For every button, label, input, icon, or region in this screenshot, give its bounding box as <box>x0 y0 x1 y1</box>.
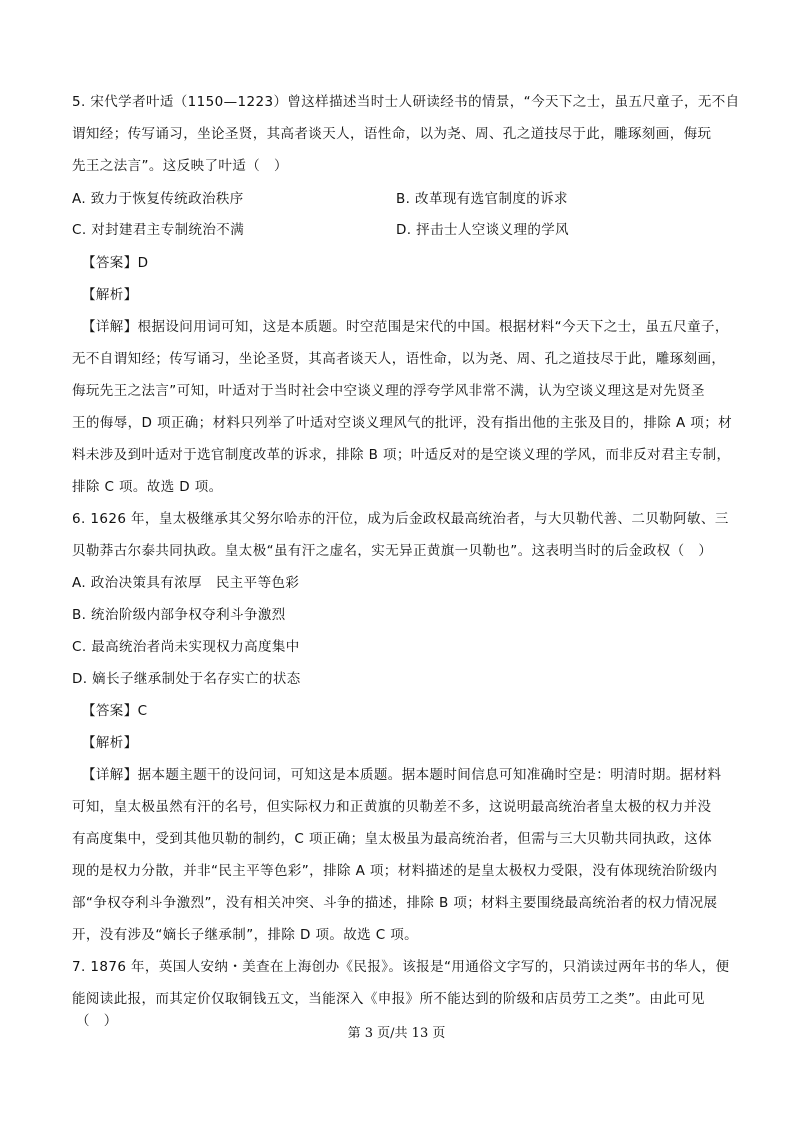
q5-stem-line: 谓知经；传写诵习，坐论圣贤，其高者谈天人，语性命，以为尧、周、孔之道技尽于此，雕琢刻画，侮玩 <box>72 126 712 142</box>
q6-option-c: C. 最高统治者尚未实现权力高度集中 <box>72 639 300 655</box>
q5-stem-line: 先王之法言”。这反映了叶适（ ） <box>72 158 288 174</box>
q6-detail-line: 有高度集中，受到其他贝勒的制约，C 项正确；皇太极虽为最高统治者，但需与三大贝勒共同执政，这体 <box>72 831 713 847</box>
q6-analysis-heading: 【解析】 <box>82 735 138 751</box>
q5-detail-line: 料未涉及到叶适对于选官制度改革的诉求，排除 B 项；叶适反对的是空谈义理的学风，而非反对君主专制， <box>72 447 731 463</box>
q6-stem-line: 6. 1626 年，皇太极继承其父努尔哈赤的汗位，成为后金政权最高统治者，与大贝勒代善、二贝勒阿敏、三 <box>72 511 729 527</box>
q5-answer: 【答案】D <box>82 255 149 271</box>
q5-detail-line: 无不自谓知经；传写诵习，坐论圣贤，其高者谈天人，语性命，以为尧、周、孔之道技尽于此，雕琢刻画， <box>72 351 726 367</box>
q6-option-b: B. 统治阶级内部争权夺利斗争激烈 <box>72 607 286 623</box>
q5-option-d: D. 抨击士人空谈义理的学风 <box>396 222 570 238</box>
q6-detail-line: 部“争权夺利斗争激烈”，没有相关冲突、斗争的描述，排除 B 项；材料主要围绕最高统治者的权力情况展 <box>72 895 718 911</box>
q6-stem-line: 贝勒莽古尔泰共同执政。皇太极“虽有汗之虚名，实无异正黄旗一贝勒也”。这表明当时的后金政权（ ） <box>72 543 713 559</box>
q6-detail-line: 【详解】据本题主题干的设问词，可知这是本质题。据本题时间信息可知准确时空是：明清时期。据材料 <box>82 767 722 783</box>
q5-detail-line: 排除 C 项。故选 D 项。 <box>72 479 223 495</box>
q7-stem-line: 能阅读此报，而其定价仅取铜钱五文，当能深入《申报》所不能达到的阶级和店员劳工之类”。由此可见 <box>72 991 705 1007</box>
q7-stem-line: （ ） <box>76 1013 118 1029</box>
page-footer: 第 3 页/共 13 页 <box>347 1026 446 1041</box>
q5-analysis-heading: 【解析】 <box>82 287 138 303</box>
q5-option-c: C. 对封建君主专制统治不满 <box>72 222 245 238</box>
q5-detail-line: 【详解】根据设问用词可知，这是本质题。时空范围是宋代的中国。根据材料“今天下之士，虽五尺童子， <box>82 319 729 335</box>
q6-option-a: A. 政治决策具有浓厚 民主平等色彩 <box>72 575 300 591</box>
q5-stem-line: 5. 宋代学者叶适（1150—1223）曾这样描述当时士人研读经书的情景，“今天下之士，虽五尺童子，无不自 <box>72 94 740 110</box>
q5-detail-line: 侮玩先王之法言”可知，叶适对于当时社会中空谈义理的浮夸学风非常不满，认为空谈义理这是对先贤圣 <box>72 383 705 399</box>
q7-stem-line: 7. 1876 年，英国人安纳・美查在上海创办《民报》。该报是“用通俗文字写的，只消读过两年书的华人，便 <box>72 959 730 975</box>
q6-answer: 【答案】C <box>82 703 148 719</box>
q5-option-a: A. 致力于恢复传统政治秩序 <box>72 191 244 207</box>
q6-detail-line: 开，没有涉及“嫡长子继承制”，排除 D 项。故选 C 项。 <box>72 927 419 943</box>
q6-detail-line: 可知，皇太极虽然有汗的名号，但实际权力和正黄旗的贝勒差不多，这说明最高统治者皇太极的权力并没 <box>72 799 712 815</box>
q5-option-b: B. 改革现有选官制度的诉求 <box>396 191 568 207</box>
q5-detail-line: 王的侮辱，D 项正确；材料只列举了叶适对空谈义理风气的批评，没有指出他的主张及目的，排除 A 项；材 <box>72 415 733 431</box>
q6-option-d: D. 嫡长子继承制处于名存实亡的状态 <box>72 671 301 687</box>
q6-detail-line: 现的是权力分散，并非“民主平等色彩”，排除 A 项；材料描述的是皇太极权力受限，没有体现统治阶级内 <box>72 863 718 879</box>
